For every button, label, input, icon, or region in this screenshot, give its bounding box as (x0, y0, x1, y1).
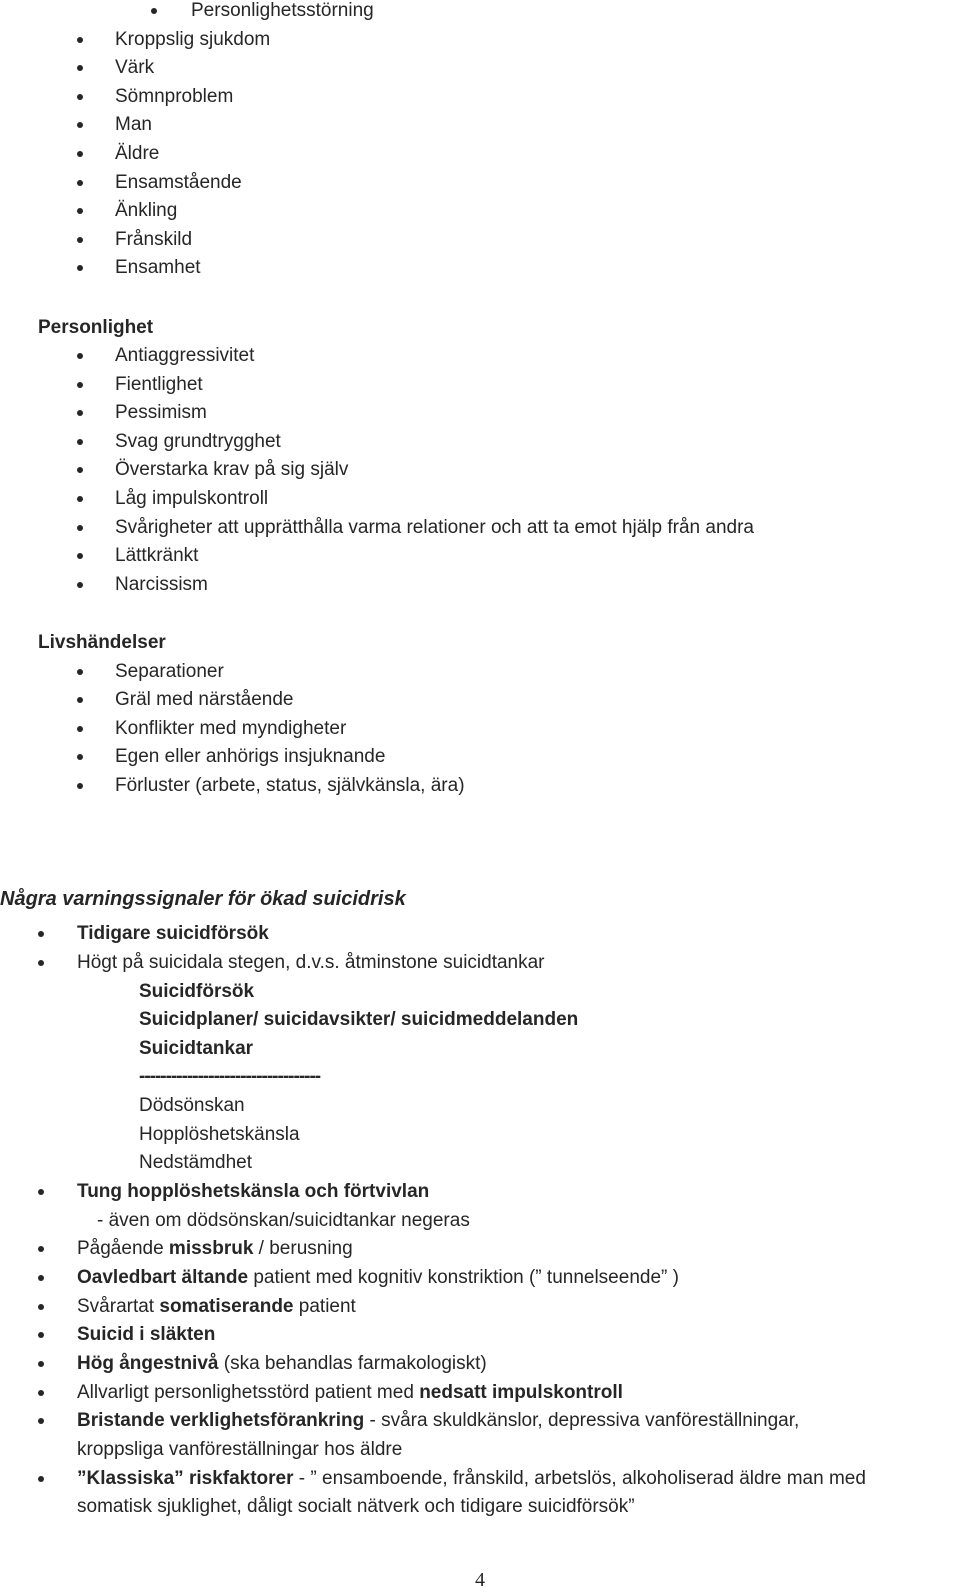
list-item-text: Personlighetsstörning (191, 0, 374, 21)
bullet-icon (77, 382, 83, 388)
list-item-text: Hög ångestnivå (ska behandlas farmakologiskt) (77, 1353, 487, 1374)
bullet-icon (77, 697, 83, 703)
list-item-text: Tung hopplöshetskänsla och förtvivlan (77, 1181, 430, 1202)
bullet-icon (77, 754, 83, 760)
bullet-icon (77, 151, 83, 157)
list-item-text: Gräl med närstående (115, 689, 294, 710)
stegen-text: Nedstämdhet (139, 1152, 253, 1173)
bullet-icon (38, 960, 44, 966)
bullet-icon (77, 180, 83, 186)
list-item-text: Sömnproblem (115, 86, 234, 107)
bullet-icon (77, 467, 83, 473)
section-heading-text: Livshändelser (38, 632, 166, 653)
list-item-text: kroppsliga vanföreställningar hos äldre (77, 1439, 403, 1460)
list-item-text: Förluster (arbete, status, självkänsla, ära) (115, 775, 465, 796)
list-item-text: Bristande verklighetsförankring - svåra skuldkänslor, depressiva vanföreställningar, (77, 1410, 800, 1431)
bullet-icon (77, 439, 83, 445)
bullet-icon (77, 265, 83, 271)
page-number: 4 (475, 1569, 485, 1591)
bullet-icon (38, 931, 44, 937)
list-item-text: Äldre (115, 143, 160, 164)
list-item-text: ”Klassiska” riskfaktorer - ” ensamboende, frånskild, arbetslös, alkoholiserad äldre man med (77, 1468, 866, 1489)
list-item-text: Värk (115, 57, 155, 78)
list-item-text: Suicid i släkten (77, 1324, 216, 1345)
list-item-text: Ensamstående (115, 172, 242, 193)
divider-text: ---------------------------------- (139, 1066, 321, 1087)
bullet-icon (77, 669, 83, 675)
stegen-text: Suicidförsök (139, 981, 255, 1002)
list-item-text: Lättkränkt (115, 545, 199, 566)
bullet-icon (38, 1246, 44, 1252)
list-item-text: Kroppslig sjukdom (115, 29, 271, 50)
stegen-text: Hopplöshetskänsla (139, 1124, 300, 1145)
list-item-text: Högt på suicidala stegen, d.v.s. åtminstone suicidtankar (77, 952, 545, 973)
bullet-icon (77, 496, 83, 502)
bullet-icon (77, 783, 83, 789)
list-item-text: Låg impulskontroll (115, 488, 269, 509)
bullet-icon (77, 65, 83, 71)
bullet-icon (38, 1418, 44, 1424)
list-item-text: Man (115, 114, 152, 135)
list-item-text: Egen eller anhörigs insjuknande (115, 746, 386, 767)
list-item-text: Pågående missbruk / berusning (77, 1238, 353, 1259)
section-heading-text: Personlighet (38, 317, 154, 338)
list-item-text: - även om dödsönskan/suicidtankar negeras (97, 1210, 470, 1231)
bullet-icon (77, 37, 83, 43)
bullet-icon (77, 410, 83, 416)
list-item-text: Överstarka krav på sig själv (115, 459, 349, 480)
bullet-icon (77, 94, 83, 100)
list-item-text: Narcissism (115, 574, 208, 595)
stegen-text: Dödsönskan (139, 1095, 245, 1116)
section-heading-text: Några varningssignaler för ökad suicidrisk (0, 888, 406, 910)
list-item-text: Pessimism (115, 402, 207, 423)
list-item-text: Svag grundtrygghet (115, 431, 281, 452)
bullet-icon (77, 726, 83, 732)
list-item-text: Fientlighet (115, 374, 203, 395)
list-item-text: Tidigare suicidförsök (77, 923, 269, 944)
bullet-icon (77, 353, 83, 359)
list-item-text: Svårigheter att upprätthålla varma relationer och att ta emot hjälp från andra (115, 517, 754, 538)
bullet-icon (77, 208, 83, 214)
list-item-text: Ensamhet (115, 257, 201, 278)
bullet-icon (38, 1189, 44, 1195)
list-item-text: Oavledbart ältande patient med kognitiv konstriktion (” tunnelseende” ) (77, 1267, 679, 1288)
bullet-icon (38, 1332, 44, 1338)
list-item-text: Änkling (115, 200, 178, 221)
bullet-icon (77, 237, 83, 243)
list-item-text: Svårartat somatiserande patient (77, 1296, 356, 1317)
list-item-text: Allvarligt personlighetsstörd patient med nedsatt impulskontroll (77, 1382, 623, 1403)
bullet-icon (38, 1476, 44, 1482)
bullet-icon (38, 1304, 44, 1310)
list-item-text: somatisk sjuklighet, dåligt socialt nätverk och tidigare suicidförsök” (77, 1496, 635, 1517)
stegen-text: Suicidplaner/ suicidavsikter/ suicidmeddelanden (139, 1009, 579, 1030)
bullet-icon (77, 122, 83, 128)
bullet-icon (77, 582, 83, 588)
bullet-icon (38, 1390, 44, 1396)
bullet-icon (38, 1275, 44, 1281)
stegen-text: Suicidtankar (139, 1038, 254, 1059)
bullet-icon (77, 553, 83, 559)
list-item-text: Antiaggressivitet (115, 345, 255, 366)
bullet-icon (151, 8, 157, 14)
list-item-text: Konflikter med myndigheter (115, 718, 347, 739)
list-item-text: Separationer (115, 661, 224, 682)
list-item-text: Frånskild (115, 229, 193, 250)
bullet-icon (38, 1361, 44, 1367)
bullet-icon (77, 525, 83, 531)
